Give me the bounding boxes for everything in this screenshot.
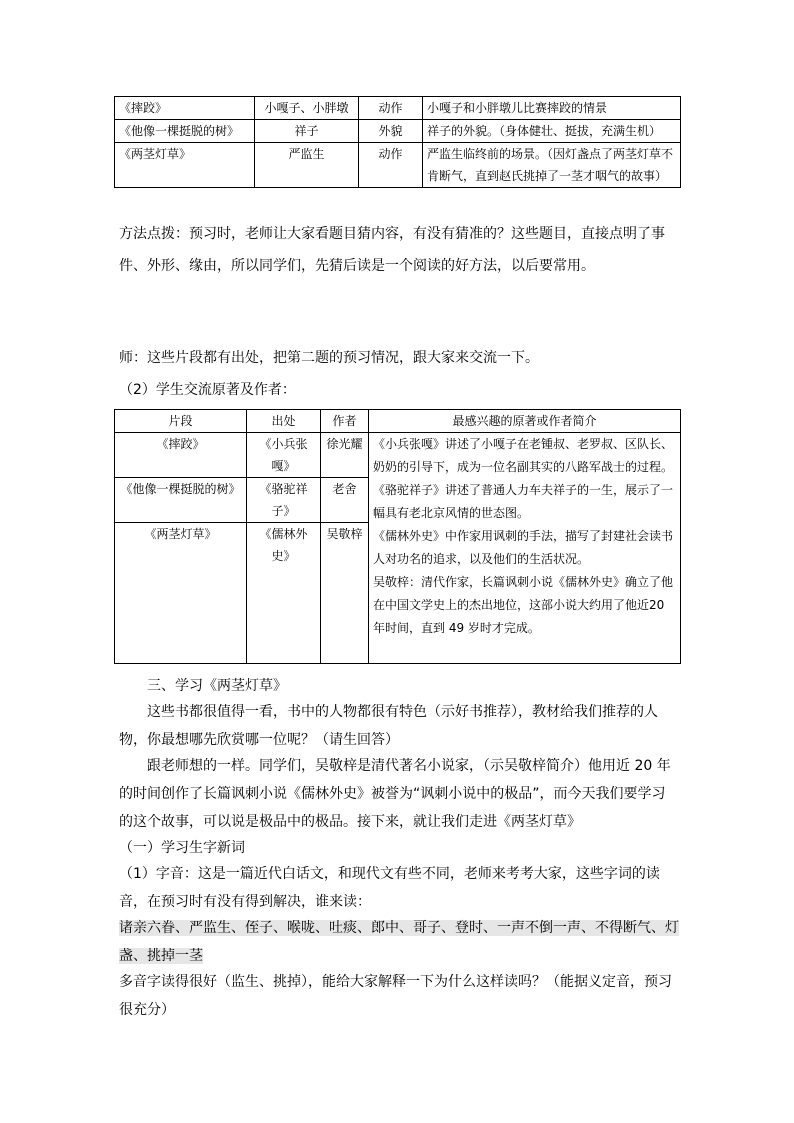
highlighted-words: 诸亲六眷、严监生、侄子、喉咙、吐痰、郎中、哥子、登时、一声不倒一声、不得断气、灯盏、挑掉一茎 — [119, 920, 679, 964]
paragraph-author: 跟老师想的一样。同学们，吴敬梓是清代著名小说家，（示吴敬梓简介）他用近 20 年的时间创作了长篇讽刺小说《儒林外史》被誉为“讽刺小说中的极品”，而今天我们要学习的这个故事，可以说是极品中的极品。接下来，就让我们走进《两茎灯草》 — [119, 758, 671, 830]
section-3-title: 三、学习《两茎灯草》 — [147, 678, 287, 694]
table-cell: 《两茎灯草》 — [115, 523, 247, 664]
teacher-line: 师：这些片段都有出处，把第二题的预习情况，跟大家来交流一下。 — [119, 350, 539, 366]
paragraph-books: 这些书都很值得一看，书中的人物都很有特色（示好书推荐），教材给我们推荐的人物，你最想哪先欣赏哪一位呢？（请生回答） — [119, 704, 658, 748]
column-header: 片段 — [115, 410, 247, 433]
table-cell: 老舍 — [321, 478, 369, 523]
table-cell: 《他像一棵挺脱的树》 — [115, 120, 255, 143]
table-row — [115, 143, 681, 188]
column-header: 作者 — [321, 410, 369, 433]
paragraph-polyphonic: 多音字读得很好（监生、挑掉），能给大家解释一下为什么这样读吗？（能据义定音，预习很充分） — [119, 974, 672, 1018]
table-cell: 《摔跤》 — [115, 433, 247, 478]
table-row — [115, 433, 681, 478]
paragraph-pronunciation: （1）字音：这是一篇近代白话文，和现代文有些不同，老师来考考大家，这些字词的读音，在预习时有没有得到解决，谁来读： — [119, 866, 660, 910]
table-cell: 《摔跤》 — [115, 97, 255, 120]
table-cell: 小嘎子、小胖墩 — [255, 97, 359, 120]
source-author-table — [114, 409, 681, 664]
table-header-row — [115, 410, 681, 433]
intro-paragraph: 《骆驼祥子》讲述了普通人力车夫祥子的一生，展示了一幅具有老北京风情的世态图。 — [373, 483, 674, 520]
table-cell: 《两茎灯草》 — [115, 143, 255, 188]
table-cell: 严监生临终前的场景。（因灯盏点了两茎灯草不肯断气，直到赵氏挑掉了一茎才咽气的故事） — [423, 143, 681, 188]
vocabulary-list — [119, 914, 679, 970]
subsection-heading: （一）学习生字新词 — [119, 840, 245, 856]
table-row — [115, 97, 681, 120]
table-cell: 《他像一棵挺脱的树》 — [115, 478, 247, 523]
column-header: 最感兴趣的原著或作者简介 — [369, 410, 681, 433]
intro-paragraph: 《儒林外史》中作家用讽刺的手法，描写了封建社会读书人对功名的追求，以及他们的生活状况。 — [373, 529, 674, 566]
step-2-heading: （2）学生交流原著及作者： — [119, 382, 296, 398]
table-cell: 《骆驼祥子》 — [247, 478, 321, 523]
column-header: 出处 — [247, 410, 321, 433]
table-cell: 外貌 — [359, 120, 423, 143]
method-tip: 方法点拨：预习时，老师让大家看题目猜内容，有没有猜准的？这些题目，直接点明了事件、外形、缘由，所以同学们，先猜后读是一个阅读的好方法，以后要常用。 — [119, 226, 665, 274]
table-cell: 严监生 — [255, 143, 359, 188]
table-cell: 小嘎子和小胖墩儿比赛摔跤的情景 — [423, 97, 681, 120]
table-cell: 动作 — [359, 97, 423, 120]
table-cell: 《小兵张嘎》 — [247, 433, 321, 478]
table-cell: 《儒林外史》 — [247, 523, 321, 664]
table-cell: 祥子 — [255, 120, 359, 143]
fragment-table — [114, 96, 681, 188]
intro-paragraph: 《小兵张嘎》讲述了小嘎子在老锺叔、老罗叔、区队长、奶奶的引导下，成为一位名副其实的八路军战士的过程。 — [373, 437, 674, 474]
intro-cell — [369, 433, 681, 664]
intro-paragraph: 吴敬梓：清代作家，长篇讽刺小说《儒林外史》确立了他在中国文学史上的杰出地位，这部小说大约用了他近20年时间，直到 49 岁时才完成。 — [373, 575, 674, 635]
table-row — [115, 120, 681, 143]
table-cell: 徐光耀 — [321, 433, 369, 478]
table-cell: 吴敬梓 — [321, 523, 369, 664]
table-cell: 动作 — [359, 143, 423, 188]
table-cell: 祥子的外貌。（身体健壮、挺拔，充满生机） — [423, 120, 681, 143]
